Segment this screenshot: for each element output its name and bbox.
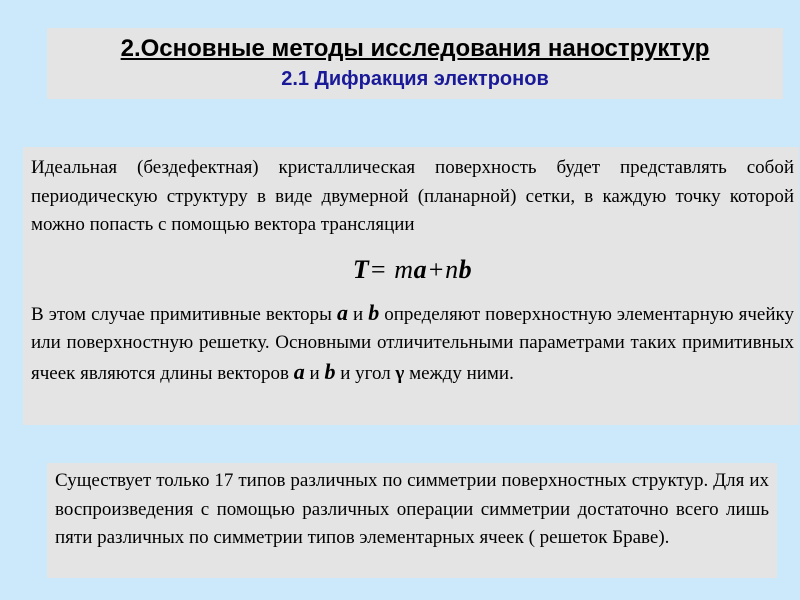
vector-b: b: [324, 358, 336, 384]
main-text-box: [23, 147, 799, 425]
page-subtitle: 2.1 Дифракция электронов: [281, 68, 549, 90]
text-fragment: между ними.: [404, 362, 514, 384]
formula-T: T: [352, 254, 370, 284]
vector-b: b: [368, 299, 380, 325]
paragraph-symmetry: Существует только 17 типов различных по симметрии поверхностных структур. Для их воспроизведения с помощью различных операции симметрии достаточно всего лишь пяти различных по симметрии типов элементарных ячеек ( решеток Браве).: [55, 470, 769, 548]
formula-plus-n: +n: [427, 254, 459, 284]
formula-eq-m: = m: [369, 254, 414, 284]
translation-vector-formula: [31, 253, 794, 287]
bottom-text-box: [47, 463, 777, 578]
formula-a: a: [413, 254, 428, 284]
paragraph-intro: Идеальная (бездефектная) кристаллическая поверхность будет представлять собой периодическую структуру в виде двумерной (планарной) сетки, в каждую точку которой можно попасть с помощью вектора трансляции: [31, 157, 794, 235]
title-box: [47, 28, 783, 99]
vector-a: a: [336, 299, 348, 325]
text-fragment: и: [304, 362, 325, 384]
text-fragment: и: [347, 303, 369, 325]
text-fragment: и угол: [335, 362, 396, 384]
formula-b: b: [458, 254, 473, 284]
page-title: 2.Основные методы исследования наноструктур: [120, 35, 710, 62]
text-fragment: В этом случае примитивные векторы: [31, 303, 337, 325]
paragraph-vectors: [31, 299, 794, 389]
vector-a: a: [293, 358, 305, 384]
gamma-symbol: γ: [395, 362, 405, 384]
text-fragment: определяют поверхностную элементарную ячейку или поверхностную решетку. Основными отличительными параметрами таких примитивных ячеек являются длины векторов: [31, 303, 794, 384]
